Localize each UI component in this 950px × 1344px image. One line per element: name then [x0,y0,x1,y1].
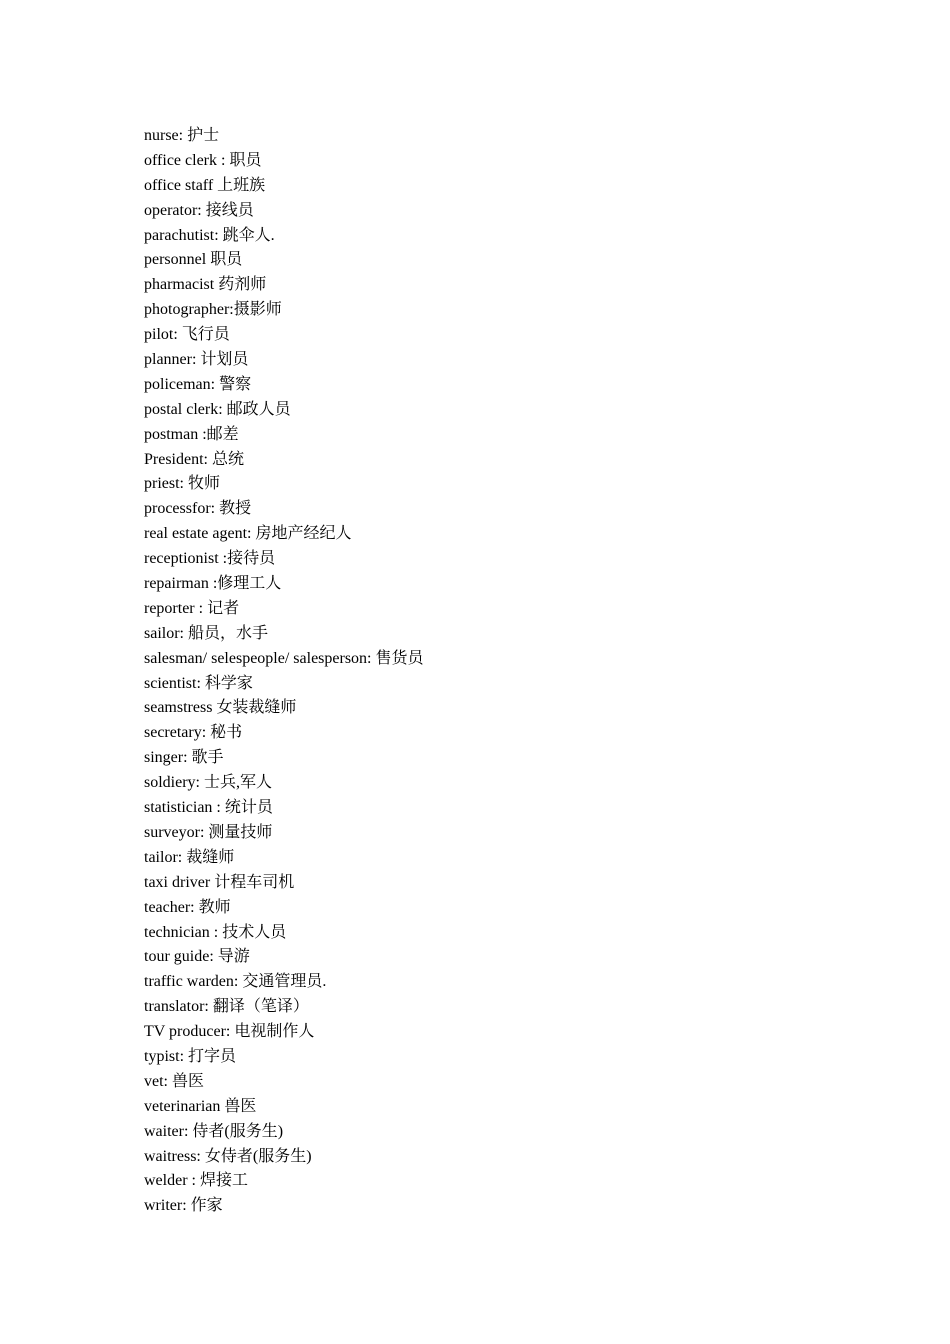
vocabulary-entry: taxi driver 计程车司机 [144,873,295,891]
vocabulary-entry: veterinarian 兽医 [144,1097,257,1115]
vocabulary-entry: reporter : 记者 [144,599,240,617]
vocabulary-entry: postman :邮差 [144,425,239,443]
vocabulary-entry: salesman/ selespeople/ salesperson: 售货员 [144,649,424,667]
vocabulary-entry: translator: 翻译（笔译） [144,998,309,1016]
vocabulary-entry: tour guide: 导游 [144,948,250,966]
vocabulary-entry: pilot: 飞行员 [144,326,230,344]
vocabulary-entry: office staff 上班族 [144,176,266,194]
vocabulary-entry: policeman: 警察 [144,375,252,393]
vocabulary-list [144,124,424,1219]
vocabulary-entry: scientist: 科学家 [144,674,253,692]
vocabulary-entry: sailor: 船员，水手 [144,624,268,642]
vocabulary-entry: priest: 牧师 [144,475,220,493]
vocabulary-entry: vet: 兽医 [144,1072,204,1090]
vocabulary-entry: waitress: 女侍者(服务生) [144,1147,312,1165]
vocabulary-entry: soldiery: 士兵,军人 [144,774,272,792]
vocabulary-entry: teacher: 教师 [144,898,231,916]
vocabulary-entry: surveyor: 测量技师 [144,823,273,841]
vocabulary-entry: traffic warden: 交通管理员. [144,973,327,991]
vocabulary-entry: secretary: 秘书 [144,724,243,742]
vocabulary-entry: processfor: 教授 [144,500,252,518]
vocabulary-entry: receptionist :接待员 [144,550,276,568]
vocabulary-entry: repairman :修理工人 [144,575,282,593]
vocabulary-entry: welder : 焊接工 [144,1172,248,1190]
vocabulary-entry: typist: 打字员 [144,1047,237,1065]
vocabulary-entry: postal clerk: 邮政人员 [144,400,291,418]
vocabulary-entry: parachutist: 跳伞人. [144,226,275,244]
vocabulary-entry: writer: 作家 [144,1197,223,1215]
vocabulary-entry: planner: 计划员 [144,351,249,369]
vocabulary-entry: nurse: 护士 [144,127,220,144]
vocabulary-entry: pharmacist 药剂师 [144,276,267,294]
vocabulary-entry: personnel 职员 [144,251,243,269]
vocabulary-entry: President: 总统 [144,450,244,468]
vocabulary-entry: statistician : 统计员 [144,799,273,817]
vocabulary-entry: office clerk : 职员 [144,151,262,169]
vocabulary-entry: waiter: 侍者(服务生) [144,1122,284,1140]
vocabulary-entry: TV producer: 电视制作人 [144,1023,315,1041]
vocabulary-entry: technician : 技术人员 [144,923,287,941]
vocabulary-entry: seamstress 女装裁缝师 [144,699,297,717]
vocabulary-entry: tailor: 裁缝师 [144,848,235,866]
vocabulary-entry: photographer:摄影师 [144,301,282,319]
vocabulary-entry: operator: 接线员 [144,201,254,219]
vocabulary-entry: real estate agent: 房地产经纪人 [144,525,352,543]
vocabulary-entry: singer: 歌手 [144,749,224,767]
